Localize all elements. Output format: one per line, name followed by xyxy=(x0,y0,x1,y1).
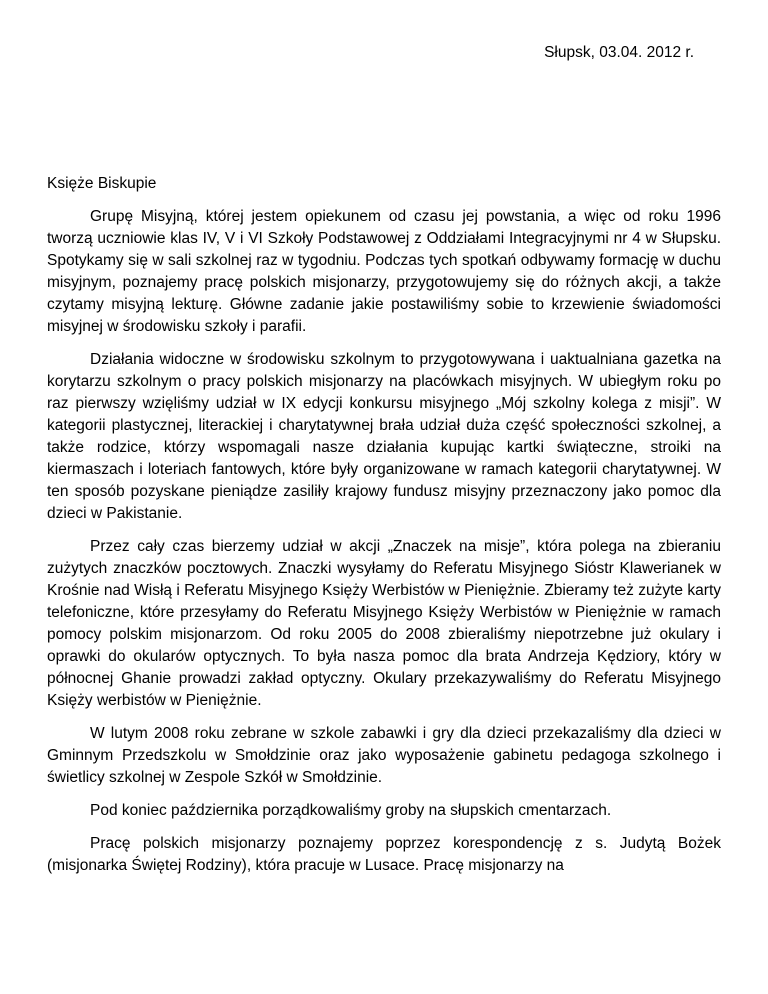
paragraph-correspondence: Pracę polskich misjonarzy poznajemy poprzez korespondencję z s. Judytą Bożek (misjonarka Świętej Rodziny), która pracuje w Lusace. Pracę misjonarzy na xyxy=(47,835,721,874)
paragraph-toys-donation: W lutym 2008 roku zebrane w szkole zabawki i gry dla dzieci przekazaliśmy dla dzieci w Gminnym Przedszkolu w Smołdzinie oraz jako wyposażenie gabinetu pedagoga szkolnego i świetlicy szkolnej w Zespole Szkół w Smołdzinie. xyxy=(47,725,721,786)
letter-body xyxy=(47,206,721,888)
paragraph-stamp-campaign: Przez cały czas bierzemy udział w akcji „Znaczek na misje”, która polega na zbieraniu zużytych znaczków pocztowych. Znaczki wysyłamy do Referatu Misyjnego Sióstr Klawerianek w Krośnie nad Wisłą i Referatu Misyjnego Księży Werbistów w Pieniężnie. Zbieramy też zużyte karty telefoniczne, które przesyłamy do Referatu Misyjnego Księży Werbistów w Pieniężnie w ramach pomocy polskim misjonarzom. Od roku 2005 do 2008 zbieraliśmy niepotrzebne już okulary i oprawki do okularów optycznych. To była nasza pomoc dla brata Andrzeja Kędziory, który w północnej Ghanie prowadzi zakład optyczny. Okulary przekazywaliśmy do Referatu Misyjnego Księży werbistów w Pieniężnie. xyxy=(47,538,721,709)
paragraph-school-activities: Działania widoczne w środowisku szkolnym to przygotowywana i uaktualniana gazetka na korytarzu szkolnym o pracy polskich misjonarzy na placówkach misyjnych. W ubiegłym roku po raz pierwszy wzięliśmy udział w IX edycji konkursu misyjnego „Mój szkolny kolega z misji”. W kategorii plastycznej, literackiej i charytatywnej brała udział duża część społeczności szkolnej, a także rodzice, którzy wspomagali nasze działania kupując kartki świąteczne, stroiki na kiermaszach i loteriach fantowych, które były organizowane w ramach kategorii charytatywnej. W ten sposób pozyskane pieniądze zasiliły krajowy fundusz misyjny przeznaczony jako pomoc dla dzieci w Pakistanie. xyxy=(47,351,721,522)
salutation: Księże Biskupie xyxy=(47,175,157,192)
paragraph-cemeteries: Pod koniec października porządkowaliśmy groby na słupskich cmentarzach. xyxy=(90,802,612,819)
date-line: Słupsk, 03.04. 2012 r. xyxy=(544,44,694,61)
paragraph-mission-group: Grupę Misyjną, której jestem opiekunem od czasu jej powstania, a więc od roku 1996 tworzą uczniowie klas IV, V i VI Szkoły Podstawowej z Oddziałami Integracyjnymi nr 4 w Słupsku. Spotykamy się w sali szkolnej raz w tygodniu. Podczas tych spotkań odbywamy formację w duchu misyjnym, poznajemy pracę polskich misjonarzy, przygotowujemy się do różnych akcji, a także czytamy misyjną lekturę. Główne zadanie jakie postawiliśmy sobie to krzewienie świadomości misyjnej w środowisku szkoły i parafii. xyxy=(47,208,721,335)
